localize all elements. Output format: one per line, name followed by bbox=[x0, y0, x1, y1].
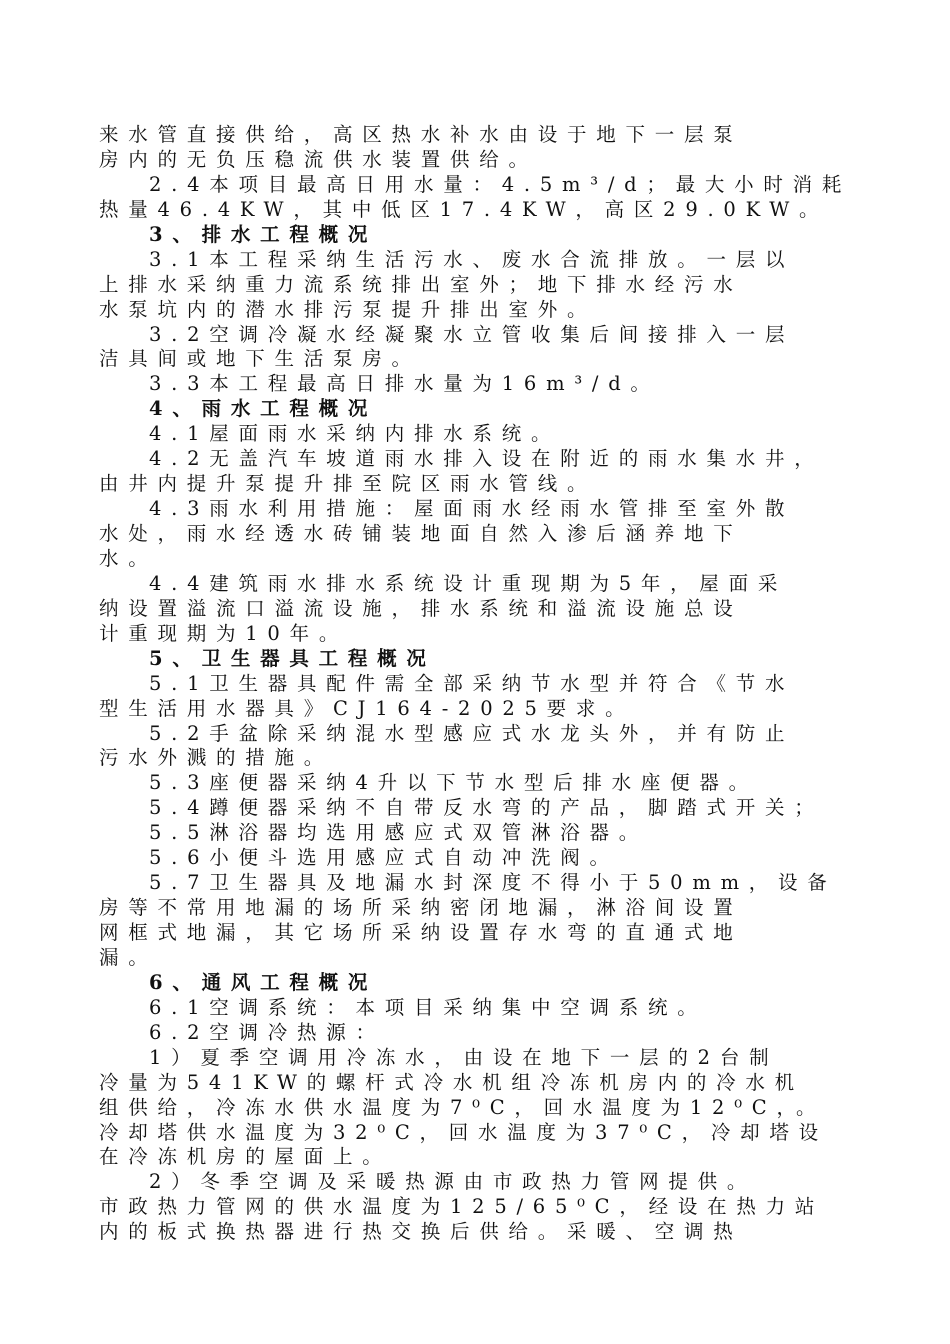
section-heading: 5、卫生器具工程概况 bbox=[149, 646, 436, 670]
paragraph-line: 洁具间或地下生活泵房。 bbox=[99, 347, 421, 371]
paragraph-line: 6.2空调冷热源： bbox=[149, 1020, 385, 1044]
paragraph-line: 在冷冻机房的屋面上。 bbox=[99, 1145, 392, 1169]
paragraph-line: 房内的无负压稳流供水装置供给。 bbox=[99, 147, 538, 171]
paragraph-line: 冷却塔供水温度为32⁰C，回水温度为37⁰C，冷却塔设 bbox=[99, 1120, 828, 1144]
section-heading: 3、排水工程概况 bbox=[149, 222, 378, 246]
paragraph-line: 2）冬季空调及采暖热源由市政热力管网提供。 bbox=[149, 1170, 757, 1194]
paragraph-line: 4.2无盖汽车坡道雨水排入设在附近的雨水集水井， bbox=[149, 447, 824, 471]
paragraph-line: 污水外溅的措施。 bbox=[99, 746, 334, 770]
paragraph-line: 纳设置溢流口溢流设施，排水系统和溢流设施总设 bbox=[99, 596, 743, 620]
paragraph-line: 水处，雨水经透水砖铺装地面自然入渗后涵养地下 bbox=[99, 522, 743, 545]
paragraph-line: 市政热力管网的供水温度为125/65⁰C，经设在热力站 bbox=[99, 1195, 825, 1219]
paragraph-line: 3.3本工程最高日排水量为16m³/d。 bbox=[149, 372, 660, 396]
paragraph-line: 房等不常用地漏的场所采纳密闭地漏，淋浴间设置 bbox=[99, 896, 743, 920]
paragraph-line: 漏。 bbox=[99, 945, 158, 969]
paragraph-line: 内的板式换热器进行热交换后供给。采暖、空调热 bbox=[99, 1220, 743, 1244]
paragraph-line: 水。 bbox=[99, 546, 158, 570]
paragraph-line: 计重现期为10年。 bbox=[99, 621, 349, 645]
paragraph-line: 热量46.4KW，其中低区17.4KW，高区29.0KW。 bbox=[99, 197, 829, 221]
paragraph-line: 5.3座便器采纳4升以下节水型后排水座便器。 bbox=[149, 771, 758, 795]
paragraph-line: 4.4建筑雨水排水系统设计重现期为5年，屋面采 bbox=[149, 571, 788, 595]
paragraph-line: 4.1屋面雨水采纳内排水系统。 bbox=[149, 422, 561, 446]
section-heading: 6、通风工程概况 bbox=[149, 970, 378, 994]
paragraph-line: 5.1卫生器具配件需全部采纳节水型并符合《节水 bbox=[149, 671, 795, 695]
paragraph-line: 5.6小便斗选用感应式自动冲洗阀。 bbox=[149, 846, 619, 870]
section-heading: 4、雨水工程概况 bbox=[149, 397, 378, 421]
paragraph-line: 5.7卫生器具及地漏水封深度不得小于50mm，设备 bbox=[149, 871, 837, 895]
paragraph-line: 2.4本项目最高日用水量：4.5m³/d；最大小时消耗 bbox=[149, 172, 852, 196]
paragraph-line: 6.1空调系统：本项目采纳集中空调系统。 bbox=[149, 995, 707, 1019]
document-body bbox=[99, 123, 869, 1245]
paragraph-line: 4.3雨水利用措施：屋面雨水经雨水管排至室外散 bbox=[149, 497, 795, 521]
paragraph-line: 1）夏季空调用冷冻水，由设在地下一层的2台制 bbox=[149, 1045, 779, 1069]
paragraph-line: 5.2手盆除采纳混水型感应式水龙头外，并有防止 bbox=[149, 721, 795, 745]
paragraph-line: 上排水采纳重力流系统排出室外；地下排水经污水 bbox=[99, 272, 743, 296]
paragraph-line: 网框式地漏，其它场所采纳设置存水弯的直通式地 bbox=[99, 921, 743, 944]
paragraph-line: 型生活用水器具》CJ164-2025要求。 bbox=[99, 696, 635, 720]
paragraph-line: 来水管直接供给，高区热水补水由设于地下一层泵 bbox=[99, 123, 743, 146]
paragraph-line: 5.4蹲便器采纳不自带反水弯的产品，脚踏式开关； bbox=[149, 796, 824, 820]
paragraph-line: 组供给，冷冻水供水温度为7⁰C，回水温度为12⁰C，。 bbox=[99, 1095, 826, 1119]
paragraph-line: 水泵坑内的潜水排污泵提升排出室外。 bbox=[99, 297, 597, 321]
paragraph-line: 5.5淋浴器均选用感应式双管淋浴器。 bbox=[149, 821, 649, 845]
paragraph-line: 3.2空调冷凝水经凝聚水立管收集后间接排入一层 bbox=[149, 322, 795, 346]
paragraph-line: 冷量为541KW的螺杆式冷水机组冷冻机房内的冷水机 bbox=[99, 1070, 804, 1094]
paragraph-line: 3.1本工程采纳生活污水、废水合流排放。一层以 bbox=[149, 247, 795, 271]
paragraph-line: 由井内提升泵提升排至院区雨水管线。 bbox=[99, 472, 597, 496]
